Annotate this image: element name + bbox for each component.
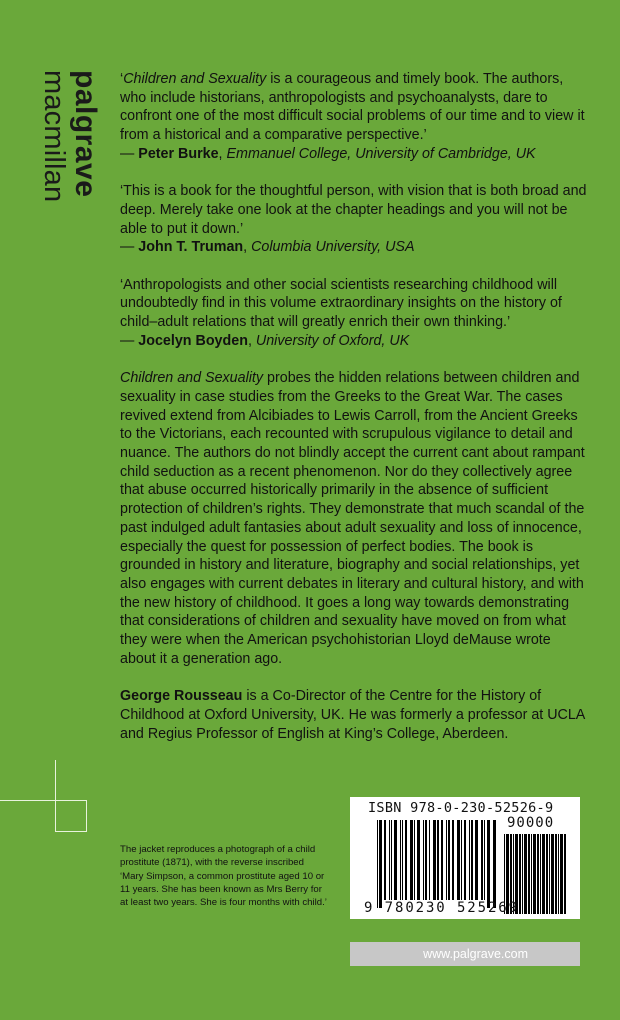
jacket-caption: The jacket reproduces a photograph of a child prostitute (1871), with the reverse inscribed ‘Mary Simpson, a common prostitute aged 10 or 11 years. She has been known as Mrs Berry for at least two years. She is four months with child.’ [120, 844, 327, 909]
review-2-quote: ‘This is a book for the thoughtful person, with vision that is both broad and deep. Merely take one look at the chapter headings and you will not be able to put it down.’ [120, 183, 587, 237]
review-1: ‘Children and Sexuality is a courageous and timely book. The authors, who include historians, anthropologists and psychoanalysts, dare to confront one of the most difficult social problems of our time and to view it from a historical and a comparative perspective.’ — Peter Burke, Emmanuel College, University of Cambridge, UK [120, 70, 590, 164]
description-text: probes the hidden relations between children and sexuality in case studies from the Greeks to the Great War. The cases revived extend from Alcibiades to Lewis Carroll, from the Ancient Greeks to the Victorians, each recounted with scrupulous vigilance to detail and nuance. The authors do not blindly accept the current cant about rampant child seduction as a recent phenomenon. Nor do they collectively agree that abuse occurred historically primarily in the absence of sufficient protection of children’s rights. They demonstrate that much scandal of the past indulged adult fantasies about adult sexuality and loss of innocence, especially the quest for possession of perfect bodies. The book is grounded in history and literature, biography and social relationships, yet also engages with current debates in literary and cultural history, and with the new history of childhood. It goes a long way towards demonstrating that considerations of children and sexuality have moved on from what they were when the American psychohistorian Lloyd deMause wrote about it a generation ago. [120, 370, 585, 667]
barcode-bar [441, 820, 443, 900]
barcode-bar [379, 820, 382, 908]
barcode-bar [484, 820, 485, 900]
barcode-bar [423, 820, 424, 900]
barcode-bar [389, 820, 390, 900]
addon-bar [531, 834, 532, 914]
addon-bar [542, 834, 545, 914]
addon-bar [524, 834, 527, 914]
addon-bar [549, 834, 550, 914]
barcode-bar [384, 820, 386, 900]
barcode-bar [425, 820, 427, 900]
barcode-bar [417, 820, 420, 900]
author-name: George Rousseau [120, 688, 243, 705]
review-1-affiliation: Emmanuel College, University of Cambridge, UK [226, 145, 536, 162]
barcode-bar [410, 820, 413, 900]
addon-bar [522, 834, 523, 914]
addon-bar [560, 834, 563, 914]
review-1-attribution: — Peter Burke, Emmanuel College, University of Cambridge, UK [120, 145, 536, 162]
author-bio-text: is a Co-Director of the Centre for the History of Childhood at Oxford University, UK. He was formerly a professor at UCLA and Regius Professor of English at King’s College, Aberdeen. [120, 688, 585, 742]
logo-palgrave: palgrave [69, 70, 102, 198]
review-1-book-title: Children and Sexuality [123, 71, 267, 87]
barcode-bar [437, 820, 439, 900]
addon-bar [551, 834, 554, 914]
review-3-affiliation: University of Oxford, UK [255, 332, 410, 349]
logo-macmillan: macmillan [38, 70, 70, 203]
isbn-label: ISBN 978-0-230-52526-9 [368, 800, 554, 816]
barcode-bar [400, 820, 401, 900]
addon-bar [519, 834, 521, 914]
addon-bar [540, 834, 541, 914]
review-2-affiliation: Columbia University, USA [251, 239, 415, 256]
barcode-bar [452, 820, 454, 900]
barcode-bar [394, 820, 397, 900]
addon-bar [558, 834, 559, 914]
review-3-attribution: — Jocelyn Boyden, University of Oxford, UK [120, 332, 410, 349]
addon-bar [564, 834, 566, 914]
barcode-bar [469, 820, 470, 900]
barcode-bar [446, 820, 447, 900]
review-3-quote: ‘Anthropologists and other social scientists researching childhood will undoubtedly find in this volume extraordinary insights on the history of child–adult relations that will greatly enrich their own thinking.’ [120, 276, 562, 331]
barcode-bar [481, 820, 483, 900]
barcode-bar [493, 820, 496, 908]
barcode-bar [414, 820, 415, 900]
review-2-attribution: — John T. Truman, Columbia University, USA [120, 239, 415, 256]
barcode-bar [433, 820, 436, 900]
barcode-bar [464, 820, 466, 900]
review-1-quote: is a courageous and timely book. The authors, who include historians, anthropologists and psychoanalysts, dare to confront one of the most difficult social problems of our time and to view it from a historical and a comparative perspective.’ [120, 71, 585, 144]
addon-bar [528, 834, 530, 914]
barcode-bar [377, 820, 378, 908]
barcode-bar [471, 820, 473, 900]
addon-bar [546, 834, 548, 914]
barcode-bar [405, 820, 407, 900]
price-code: 90000 [507, 815, 555, 831]
description-book-title: Children and Sexuality [120, 370, 264, 387]
addon-bar [537, 834, 539, 914]
review-2-name: John T. Truman [138, 239, 244, 256]
review-1-name: Peter Burke [138, 145, 219, 162]
website-url[interactable]: www.palgrave.com [350, 942, 580, 966]
barcode-bar [391, 820, 392, 900]
barcode-bar [448, 820, 450, 900]
barcode-bar [487, 820, 490, 908]
barcode-bar [475, 820, 478, 900]
barcode-bar [457, 820, 460, 900]
barcode-bar [402, 820, 403, 900]
addon-bar [533, 834, 536, 914]
barcode-bar [429, 820, 430, 900]
review-3-name: Jocelyn Boyden [138, 332, 248, 349]
barcode-bar [461, 820, 462, 900]
ean-digits: 9 780230 525269 [364, 900, 519, 916]
addon-bar [555, 834, 557, 914]
